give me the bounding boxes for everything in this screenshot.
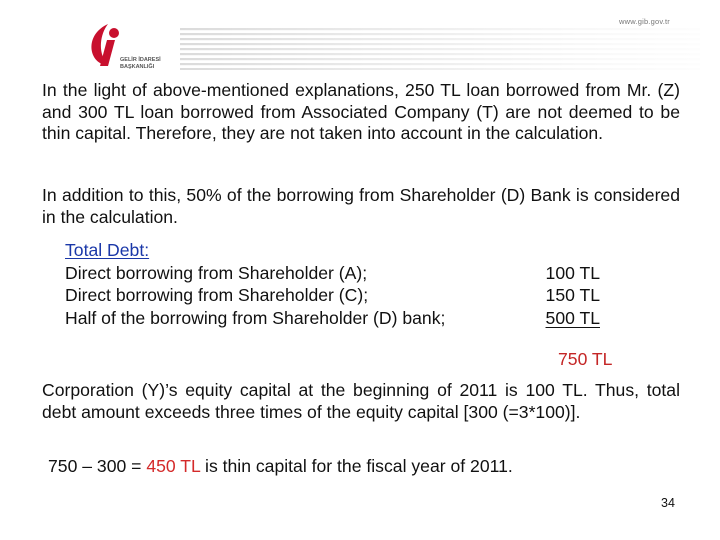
debt-row-amount: 100 TL: [545, 262, 600, 283]
gib-logo: [82, 18, 192, 73]
logo-text-line2: BAŞKANLIĞI: [120, 64, 155, 70]
debt-row-label: Direct borrowing from Shareholder (C);: [65, 285, 369, 305]
total-debt-section: [65, 239, 600, 329]
paragraph-loans-excluded: In the light of above-mentioned explanations, 250 TL loan borrowed from Mr. (Z) and 300 TL loan borrowed from Associated Company (T) are not deemed to be thin capital. Therefore, they are not taken into account in the calculation.: [42, 80, 680, 143]
thin-capital-conclusion: [48, 456, 513, 477]
total-debt-amount: 750 TL: [558, 349, 613, 369]
logo-text-line1: GELİR İDARESİ: [120, 57, 161, 63]
header-url: www.gib.gov.tr: [618, 17, 670, 26]
debt-row-amount: 500 TL: [545, 307, 600, 328]
thin-capital-amount: 450 TL: [146, 456, 201, 476]
debt-row-label: Direct borrowing from Shareholder (A);: [65, 262, 368, 283]
logo-dot-icon: [109, 28, 119, 38]
header-stripes: [180, 28, 700, 70]
paragraph-equity-capital: Corporation (Y)’s equity capital at the beginning of 2011 is 100 TL. Thus, total debt amount exceeds three times of the equity capital [300 (=3*100)].: [42, 380, 680, 422]
conclusion-prefix: 750 – 300 =: [48, 456, 147, 476]
debt-row: [65, 284, 600, 307]
debt-row: [65, 262, 600, 285]
total-debt-title: Total Debt:: [65, 240, 150, 260]
conclusion-suffix: is thin capital for the fiscal year of 2011.: [200, 456, 513, 476]
logo-i-letter-icon: [100, 40, 115, 66]
debt-row: [65, 307, 600, 330]
page-number: 34: [661, 496, 675, 510]
debt-row-amount: 150 TL: [545, 285, 600, 305]
debt-row-label: Half of the borrowing from Shareholder (D) bank;: [65, 307, 446, 328]
paragraph-bank-borrowing: In addition to this, 50% of the borrowing from Shareholder (D) Bank is considered in the calculation.: [42, 185, 680, 227]
